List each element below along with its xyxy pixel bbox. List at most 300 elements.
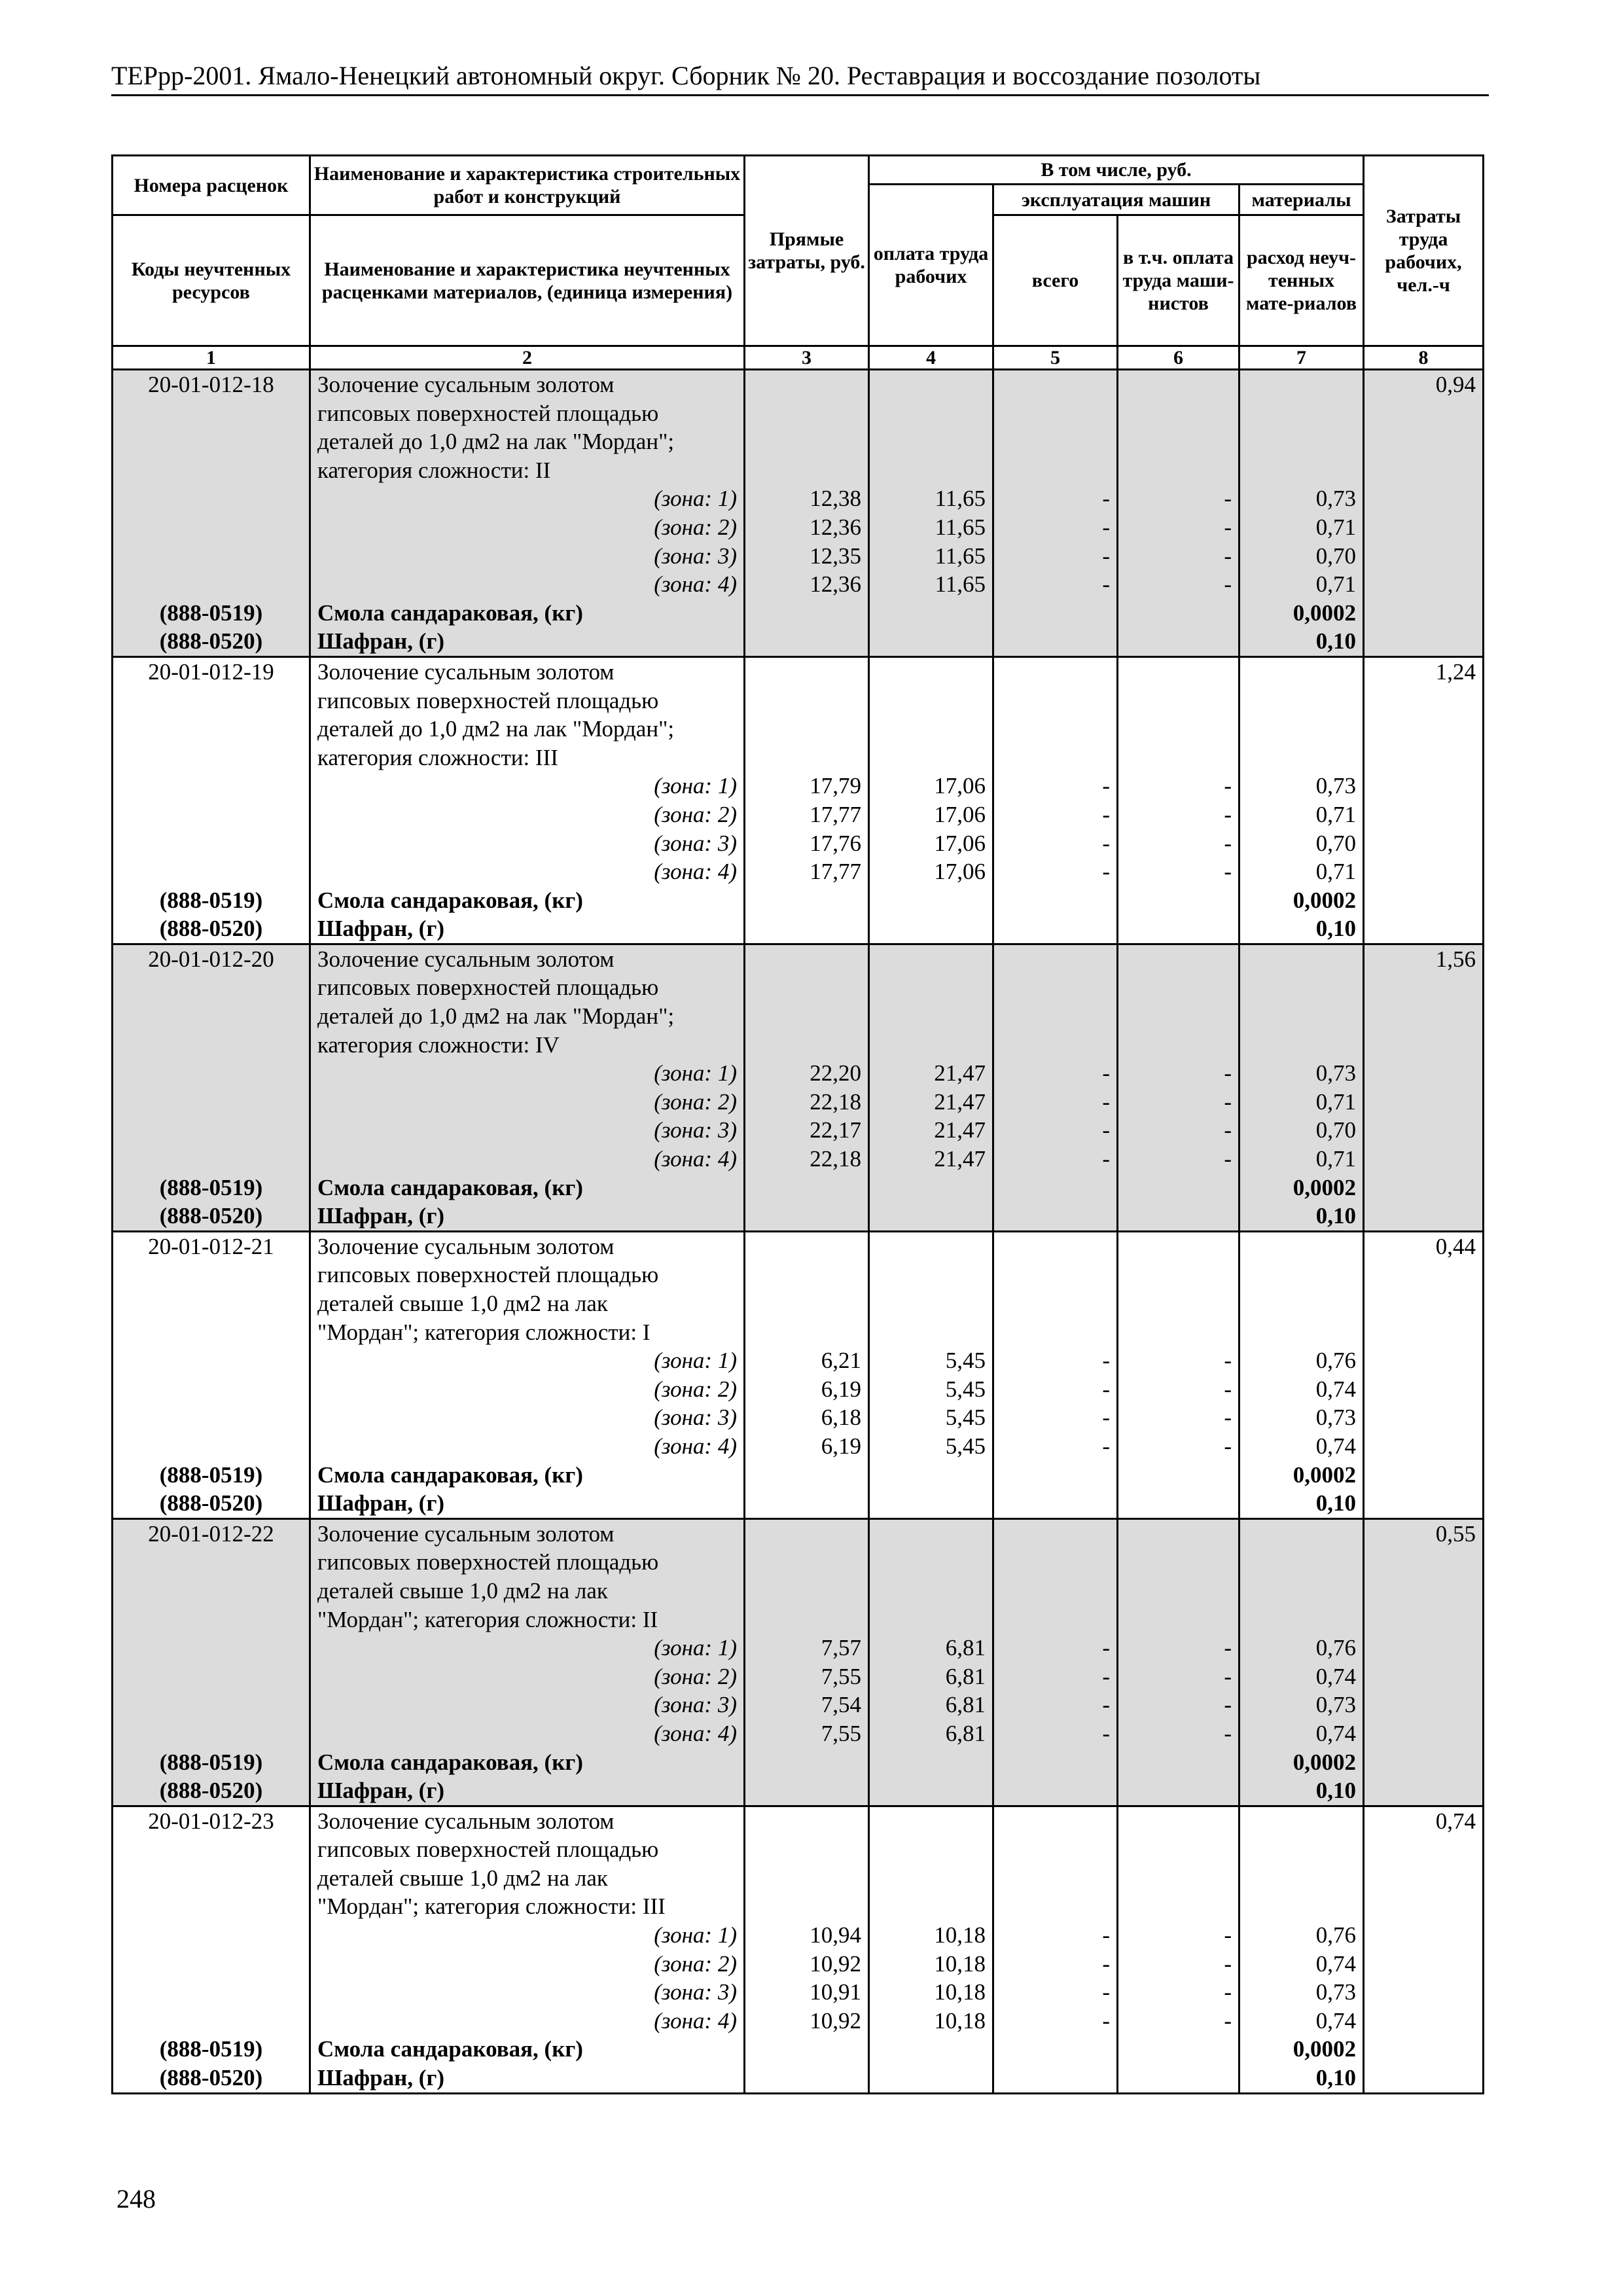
resource-quantity: 0,10 bbox=[1240, 1776, 1364, 1806]
labor-cost bbox=[1364, 456, 1484, 485]
empty-cell bbox=[993, 1892, 1118, 1921]
machines-total: - bbox=[993, 542, 1118, 571]
empty-cell bbox=[1364, 1662, 1484, 1691]
materials-cost: 0,71 bbox=[1240, 857, 1364, 886]
machines-total: - bbox=[993, 1719, 1118, 1748]
direct-cost: 7,57 bbox=[745, 1634, 869, 1662]
empty-cell bbox=[745, 1489, 869, 1518]
operator-wage: - bbox=[1118, 1088, 1240, 1117]
resource-code: (888-0520) bbox=[113, 1202, 310, 1231]
table-row bbox=[113, 1346, 1484, 1375]
rate-code bbox=[113, 1289, 310, 1318]
empty-cell bbox=[869, 973, 993, 1002]
empty-cell bbox=[869, 744, 993, 772]
empty-cell bbox=[1118, 1776, 1240, 1806]
resource-code: (888-0520) bbox=[113, 914, 310, 944]
materials-cost: 0,70 bbox=[1240, 542, 1364, 571]
page-number: 248 bbox=[116, 2184, 156, 2214]
zone-label: (зона: 2) bbox=[310, 1662, 745, 1691]
resource-quantity: 0,0002 bbox=[1240, 886, 1364, 915]
table-row bbox=[113, 1518, 1484, 1548]
direct-cost: 6,19 bbox=[745, 1375, 869, 1404]
labor-cost bbox=[1364, 687, 1484, 715]
empty-cell bbox=[1364, 1921, 1484, 1950]
empty-cell bbox=[1118, 944, 1240, 973]
resource-name: Шафран, (г) bbox=[310, 914, 745, 944]
resource-quantity: 0,10 bbox=[1240, 914, 1364, 944]
work-description: деталей до 1,0 дм2 на лак "Мордан"; bbox=[310, 1002, 745, 1031]
th-work-name: Наименование и характеристика строительных работ и конструкций bbox=[310, 156, 745, 215]
materials-cost: 0,70 bbox=[1240, 829, 1364, 858]
table-row bbox=[113, 370, 1484, 399]
machines-total: - bbox=[993, 1662, 1118, 1691]
rate-code bbox=[113, 715, 310, 744]
empty-cell bbox=[869, 1002, 993, 1031]
table-row bbox=[113, 914, 1484, 944]
direct-cost: 22,20 bbox=[745, 1059, 869, 1088]
worker-wage: 10,18 bbox=[869, 1950, 993, 1979]
empty-cell bbox=[113, 857, 310, 886]
operator-wage: - bbox=[1118, 800, 1240, 829]
zone-label: (зона: 3) bbox=[310, 829, 745, 858]
empty-cell bbox=[1364, 1691, 1484, 1719]
empty-cell bbox=[745, 1261, 869, 1289]
empty-cell bbox=[869, 627, 993, 656]
th-col-number: 3 bbox=[745, 346, 869, 370]
empty-cell bbox=[1364, 2064, 1484, 2093]
table-row bbox=[113, 2064, 1484, 2093]
worker-wage: 6,81 bbox=[869, 1634, 993, 1662]
th-worker-pay: оплата труда рабочих bbox=[869, 185, 993, 346]
table-row bbox=[113, 1719, 1484, 1748]
resource-quantity: 0,0002 bbox=[1240, 2035, 1364, 2064]
empty-cell bbox=[993, 744, 1118, 772]
empty-cell bbox=[869, 687, 993, 715]
zone-label: (зона: 4) bbox=[310, 1145, 745, 1174]
machines-total: - bbox=[993, 1145, 1118, 1174]
empty-cell bbox=[993, 1518, 1118, 1548]
direct-cost: 17,77 bbox=[745, 857, 869, 886]
labor-cost bbox=[1364, 715, 1484, 744]
table-row bbox=[113, 1864, 1484, 1893]
empty-cell bbox=[745, 599, 869, 628]
resource-quantity: 0,0002 bbox=[1240, 1174, 1364, 1202]
rate-code: 20-01-012-21 bbox=[113, 1231, 310, 1261]
empty-cell bbox=[745, 1548, 869, 1577]
rate-code bbox=[113, 1318, 310, 1347]
operator-wage: - bbox=[1118, 1950, 1240, 1979]
table-row bbox=[113, 1776, 1484, 1806]
rate-code: 20-01-012-23 bbox=[113, 1806, 310, 1835]
empty-cell bbox=[1118, 1489, 1240, 1518]
rate-code bbox=[113, 456, 310, 485]
table-row bbox=[113, 800, 1484, 829]
worker-wage: 10,18 bbox=[869, 1921, 993, 1950]
zone-label: (зона: 1) bbox=[310, 484, 745, 513]
empty-cell bbox=[745, 1231, 869, 1261]
materials-cost: 0,71 bbox=[1240, 513, 1364, 542]
materials-cost: 0,76 bbox=[1240, 1346, 1364, 1375]
operator-wage: - bbox=[1118, 484, 1240, 513]
th-col-number: 6 bbox=[1118, 346, 1240, 370]
empty-cell bbox=[745, 456, 869, 485]
materials-cost: 0,73 bbox=[1240, 484, 1364, 513]
empty-cell bbox=[869, 1461, 993, 1490]
th-col-number: 8 bbox=[1364, 346, 1484, 370]
resource-code: (888-0519) bbox=[113, 1461, 310, 1490]
zone-label: (зона: 1) bbox=[310, 772, 745, 800]
empty-cell bbox=[1118, 1174, 1240, 1202]
empty-cell bbox=[1240, 1605, 1364, 1634]
empty-cell bbox=[113, 829, 310, 858]
empty-cell bbox=[745, 1892, 869, 1921]
empty-cell bbox=[993, 1864, 1118, 1893]
zone-label: (зона: 2) bbox=[310, 513, 745, 542]
empty-cell bbox=[869, 2064, 993, 2093]
empty-cell bbox=[1364, 829, 1484, 858]
machines-total: - bbox=[993, 1950, 1118, 1979]
zone-label: (зона: 3) bbox=[310, 542, 745, 571]
empty-cell bbox=[1364, 1978, 1484, 2007]
empty-cell bbox=[745, 1835, 869, 1864]
machines-total: - bbox=[993, 1978, 1118, 2007]
empty-cell bbox=[1364, 1432, 1484, 1461]
zone-label: (зона: 1) bbox=[310, 1059, 745, 1088]
empty-cell bbox=[1240, 1231, 1364, 1261]
table-row bbox=[113, 1145, 1484, 1174]
work-description: деталей до 1,0 дм2 на лак "Мордан"; bbox=[310, 715, 745, 744]
empty-cell bbox=[1118, 2035, 1240, 2064]
empty-cell bbox=[869, 1806, 993, 1835]
labor-cost bbox=[1364, 1261, 1484, 1289]
worker-wage: 17,06 bbox=[869, 800, 993, 829]
empty-cell bbox=[1118, 370, 1240, 399]
table-row bbox=[113, 944, 1484, 973]
rate-group bbox=[113, 370, 1484, 657]
empty-cell bbox=[113, 1059, 310, 1088]
resource-name: Шафран, (г) bbox=[310, 627, 745, 656]
empty-cell bbox=[113, 1145, 310, 1174]
empty-cell bbox=[869, 1864, 993, 1893]
empty-cell bbox=[869, 370, 993, 399]
machines-total: - bbox=[993, 1691, 1118, 1719]
worker-wage: 5,45 bbox=[869, 1403, 993, 1432]
labor-cost bbox=[1364, 1031, 1484, 1060]
table-row bbox=[113, 1748, 1484, 1777]
empty-cell bbox=[1364, 1116, 1484, 1145]
empty-cell bbox=[1364, 772, 1484, 800]
empty-cell bbox=[1118, 1261, 1240, 1289]
empty-cell bbox=[745, 886, 869, 915]
work-description: гипсовых поверхностей площадью bbox=[310, 1261, 745, 1289]
empty-cell bbox=[113, 1403, 310, 1432]
empty-cell bbox=[1364, 570, 1484, 599]
direct-cost: 22,18 bbox=[745, 1088, 869, 1117]
operator-wage: - bbox=[1118, 1719, 1240, 1748]
empty-cell bbox=[869, 1318, 993, 1347]
empty-cell bbox=[993, 1776, 1118, 1806]
th-operator-pay: в т.ч. оплата труда маши-нистов bbox=[1118, 215, 1240, 346]
operator-wage: - bbox=[1118, 1059, 1240, 1088]
empty-cell bbox=[993, 1605, 1118, 1634]
labor-cost bbox=[1364, 973, 1484, 1002]
direct-cost: 6,19 bbox=[745, 1432, 869, 1461]
empty-cell bbox=[1364, 1059, 1484, 1088]
rate-code bbox=[113, 399, 310, 428]
table-row bbox=[113, 1577, 1484, 1605]
empty-cell bbox=[993, 1002, 1118, 1031]
machines-total: - bbox=[993, 2007, 1118, 2036]
labor-cost bbox=[1364, 1605, 1484, 1634]
empty-cell bbox=[993, 456, 1118, 485]
materials-cost: 0,74 bbox=[1240, 2007, 1364, 2036]
labor-cost bbox=[1364, 1835, 1484, 1864]
resource-name: Шафран, (г) bbox=[310, 1489, 745, 1518]
table-row bbox=[113, 427, 1484, 456]
work-description: гипсовых поверхностей площадью bbox=[310, 687, 745, 715]
zone-label: (зона: 4) bbox=[310, 570, 745, 599]
direct-cost: 10,92 bbox=[745, 2007, 869, 2036]
worker-wage: 5,45 bbox=[869, 1375, 993, 1404]
empty-cell bbox=[869, 1202, 993, 1231]
zone-label: (зона: 2) bbox=[310, 1088, 745, 1117]
table-row bbox=[113, 656, 1484, 686]
table-row bbox=[113, 2007, 1484, 2036]
empty-cell bbox=[869, 715, 993, 744]
operator-wage: - bbox=[1118, 1921, 1240, 1950]
materials-cost: 0,76 bbox=[1240, 1634, 1364, 1662]
empty-cell bbox=[1118, 973, 1240, 1002]
machines-total: - bbox=[993, 1403, 1118, 1432]
table-row bbox=[113, 744, 1484, 772]
th-material-name: Наименование и характеристика неучтенных расценками материалов, (единица измерения) bbox=[310, 215, 745, 346]
empty-cell bbox=[1118, 399, 1240, 428]
empty-cell bbox=[869, 944, 993, 973]
rate-group bbox=[113, 656, 1484, 944]
work-description: категория сложности: IV bbox=[310, 1031, 745, 1060]
table-row bbox=[113, 1031, 1484, 1060]
resource-name: Смола сандараковая, (кг) bbox=[310, 1461, 745, 1490]
rate-group bbox=[113, 944, 1484, 1231]
empty-cell bbox=[1118, 715, 1240, 744]
direct-cost: 7,54 bbox=[745, 1691, 869, 1719]
machines-total: - bbox=[993, 1375, 1118, 1404]
rate-code bbox=[113, 1577, 310, 1605]
resource-quantity: 0,0002 bbox=[1240, 1461, 1364, 1490]
table-row bbox=[113, 1950, 1484, 1979]
empty-cell bbox=[1240, 399, 1364, 428]
empty-cell bbox=[1364, 1202, 1484, 1231]
operator-wage: - bbox=[1118, 1403, 1240, 1432]
table-row bbox=[113, 2035, 1484, 2064]
empty-cell bbox=[1364, 800, 1484, 829]
resource-quantity: 0,10 bbox=[1240, 1202, 1364, 1231]
empty-cell bbox=[1240, 1577, 1364, 1605]
operator-wage: - bbox=[1118, 857, 1240, 886]
materials-cost: 0,74 bbox=[1240, 1719, 1364, 1748]
empty-cell bbox=[869, 456, 993, 485]
zone-label: (зона: 2) bbox=[310, 1375, 745, 1404]
resource-name: Смола сандараковая, (кг) bbox=[310, 2035, 745, 2064]
empty-cell bbox=[745, 687, 869, 715]
resource-quantity: 0,0002 bbox=[1240, 599, 1364, 628]
table-row bbox=[113, 1174, 1484, 1202]
labor-cost bbox=[1364, 1577, 1484, 1605]
labor-cost bbox=[1364, 744, 1484, 772]
empty-cell bbox=[1240, 944, 1364, 973]
labor-cost: 0,44 bbox=[1364, 1231, 1484, 1261]
empty-cell bbox=[869, 1835, 993, 1864]
empty-cell bbox=[1364, 1403, 1484, 1432]
table-row bbox=[113, 570, 1484, 599]
th-machines-total: всего bbox=[993, 215, 1118, 346]
empty-cell bbox=[993, 687, 1118, 715]
empty-cell bbox=[113, 1719, 310, 1748]
work-description: Золочение сусальным золотом bbox=[310, 370, 745, 399]
rate-code: 20-01-012-19 bbox=[113, 656, 310, 686]
empty-cell bbox=[745, 1318, 869, 1347]
direct-cost: 12,36 bbox=[745, 570, 869, 599]
table-row bbox=[113, 513, 1484, 542]
empty-cell bbox=[993, 1261, 1118, 1289]
operator-wage: - bbox=[1118, 1662, 1240, 1691]
resource-code: (888-0520) bbox=[113, 627, 310, 656]
machines-total: - bbox=[993, 857, 1118, 886]
empty-cell bbox=[1240, 715, 1364, 744]
worker-wage: 11,65 bbox=[869, 542, 993, 571]
work-description: Золочение сусальным золотом bbox=[310, 1806, 745, 1835]
empty-cell bbox=[1364, 1461, 1484, 1490]
table-row bbox=[113, 1548, 1484, 1577]
direct-cost: 22,17 bbox=[745, 1116, 869, 1145]
empty-cell bbox=[1240, 1518, 1364, 1548]
empty-cell bbox=[745, 1031, 869, 1060]
table-row bbox=[113, 1892, 1484, 1921]
worker-wage: 5,45 bbox=[869, 1346, 993, 1375]
worker-wage: 11,65 bbox=[869, 570, 993, 599]
empty-cell bbox=[745, 1776, 869, 1806]
resource-code: (888-0520) bbox=[113, 2064, 310, 2093]
empty-cell bbox=[1364, 2007, 1484, 2036]
machines-total: - bbox=[993, 1432, 1118, 1461]
table-row bbox=[113, 1662, 1484, 1691]
zone-label: (зона: 2) bbox=[310, 1950, 745, 1979]
work-description: Золочение сусальным золотом bbox=[310, 944, 745, 973]
empty-cell bbox=[1364, 627, 1484, 656]
empty-cell bbox=[993, 656, 1118, 686]
th-col-number: 1 bbox=[113, 346, 310, 370]
empty-cell bbox=[993, 1174, 1118, 1202]
zone-label: (зона: 1) bbox=[310, 1634, 745, 1662]
empty-cell bbox=[993, 1806, 1118, 1835]
empty-cell bbox=[1118, 1231, 1240, 1261]
table-row bbox=[113, 973, 1484, 1002]
work-description: Золочение сусальным золотом bbox=[310, 1518, 745, 1548]
table-row bbox=[113, 1116, 1484, 1145]
empty-cell bbox=[1118, 1518, 1240, 1548]
empty-cell bbox=[1240, 1892, 1364, 1921]
empty-cell bbox=[1118, 886, 1240, 915]
resource-name: Шафран, (г) bbox=[310, 1776, 745, 1806]
empty-cell bbox=[1364, 1634, 1484, 1662]
table-row bbox=[113, 715, 1484, 744]
empty-cell bbox=[869, 599, 993, 628]
rate-code bbox=[113, 1002, 310, 1031]
rate-code: 20-01-012-22 bbox=[113, 1518, 310, 1548]
resource-name: Смола сандараковая, (кг) bbox=[310, 1174, 745, 1202]
rates-table bbox=[111, 154, 1484, 2094]
materials-cost: 0,70 bbox=[1240, 1116, 1364, 1145]
direct-cost: 10,94 bbox=[745, 1921, 869, 1950]
zone-label: (зона: 4) bbox=[310, 2007, 745, 2036]
labor-cost bbox=[1364, 1548, 1484, 1577]
empty-cell bbox=[1118, 627, 1240, 656]
resource-code: (888-0520) bbox=[113, 1489, 310, 1518]
table-row bbox=[113, 829, 1484, 858]
worker-wage: 6,81 bbox=[869, 1719, 993, 1748]
table-row bbox=[113, 1432, 1484, 1461]
worker-wage: 10,18 bbox=[869, 2007, 993, 2036]
worker-wage: 17,06 bbox=[869, 772, 993, 800]
resource-code: (888-0519) bbox=[113, 599, 310, 628]
zone-label: (зона: 4) bbox=[310, 857, 745, 886]
empty-cell bbox=[993, 1489, 1118, 1518]
empty-cell bbox=[1364, 1489, 1484, 1518]
empty-cell bbox=[113, 1346, 310, 1375]
work-description: деталей свыше 1,0 дм2 на лак bbox=[310, 1289, 745, 1318]
empty-cell bbox=[113, 1662, 310, 1691]
rate-group bbox=[113, 1518, 1484, 1806]
operator-wage: - bbox=[1118, 1116, 1240, 1145]
empty-cell bbox=[869, 1748, 993, 1777]
labor-cost: 0,74 bbox=[1364, 1806, 1484, 1835]
labor-cost bbox=[1364, 399, 1484, 428]
empty-cell bbox=[745, 973, 869, 1002]
empty-cell bbox=[993, 715, 1118, 744]
direct-cost: 7,55 bbox=[745, 1719, 869, 1748]
table-row bbox=[113, 1261, 1484, 1289]
empty-cell bbox=[993, 1202, 1118, 1231]
rate-code: 20-01-012-20 bbox=[113, 944, 310, 973]
resource-name: Шафран, (г) bbox=[310, 1202, 745, 1231]
empty-cell bbox=[1364, 1719, 1484, 1748]
machines-total: - bbox=[993, 1921, 1118, 1950]
empty-cell bbox=[1364, 1776, 1484, 1806]
table-row bbox=[113, 886, 1484, 915]
empty-cell bbox=[1118, 1318, 1240, 1347]
empty-cell bbox=[1240, 1289, 1364, 1318]
operator-wage: - bbox=[1118, 513, 1240, 542]
direct-cost: 22,18 bbox=[745, 1145, 869, 1174]
empty-cell bbox=[1118, 687, 1240, 715]
empty-cell bbox=[1118, 1202, 1240, 1231]
empty-cell bbox=[993, 944, 1118, 973]
worker-wage: 6,81 bbox=[869, 1662, 993, 1691]
empty-cell bbox=[869, 886, 993, 915]
table-row bbox=[113, 1691, 1484, 1719]
table-row bbox=[113, 1088, 1484, 1117]
empty-cell bbox=[1118, 1892, 1240, 1921]
empty-cell bbox=[993, 627, 1118, 656]
resource-code: (888-0519) bbox=[113, 1748, 310, 1777]
empty-cell bbox=[993, 1318, 1118, 1347]
table-row bbox=[113, 1059, 1484, 1088]
th-rate-numbers: Номера расценок bbox=[113, 156, 310, 215]
empty-cell bbox=[869, 1489, 993, 1518]
table-row bbox=[113, 599, 1484, 628]
labor-cost bbox=[1364, 1892, 1484, 1921]
resource-code: (888-0520) bbox=[113, 1776, 310, 1806]
